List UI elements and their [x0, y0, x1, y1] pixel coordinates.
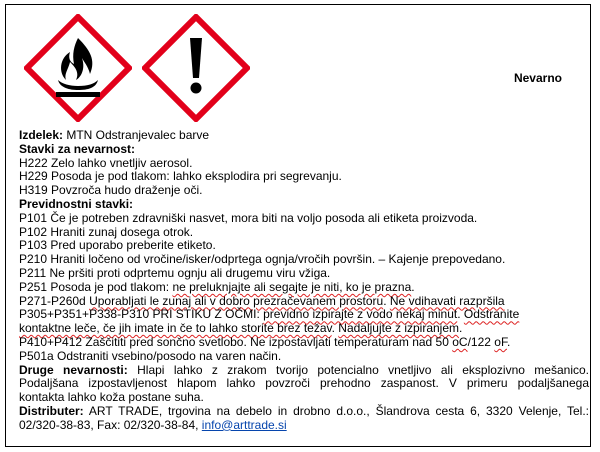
other-text: Hlapi lahko z zrakom tvorijo potencialno vnetljivo ali eksplozivno mešanico.: [127, 362, 590, 377]
p305-sep2: .: [331, 321, 339, 336]
other-label: Druge nevarnosti:: [19, 362, 128, 377]
precaution-p305-cont: [19, 322, 589, 336]
hazard-h222: H222 Zelo lahko vnetljiv aerosol.: [19, 155, 193, 170]
p305-text2: Odstranite: [463, 307, 520, 322]
p305-end: .: [459, 321, 463, 336]
product-line: [19, 129, 589, 143]
p271-code: P271-P260d: [19, 293, 90, 308]
p251-end: .: [411, 279, 415, 294]
email-link[interactable]: info@arttrade.si: [201, 417, 287, 432]
precaution-p103: P103 Pred uporabo preberite etiketo.: [19, 238, 216, 253]
distributor-label: Distributer:: [19, 403, 84, 418]
p305-code: P305+P351+P338-P310 PRI STIKU Z OČMI:: [19, 307, 264, 322]
signal-word: Nevarno: [513, 71, 562, 85]
p305-text4: Nadaljujte z izpiranjem: [338, 321, 460, 336]
precaution-p410: [19, 336, 589, 350]
other-hazards-2: Podaljšana izpostavljenost hlapom lahko povzroči prehodno zaspanost. V primeru podaljšanega: [19, 376, 589, 391]
hazard-h319: H319 Povzroča hudo draženje oči.: [19, 183, 203, 198]
precaution-p102: P102 Hraniti zunaj dosega otrok.: [19, 224, 194, 239]
p271-text2: Ne vdihavati razpršila: [389, 293, 505, 308]
p410-fahrenheit: oF: [494, 334, 507, 349]
p271-text: Uporabljati le zunaj ali v dobro prezračevanem prostoru: [89, 293, 384, 308]
precaution-p501: P501a Odstraniti vsebino/posodo na varen način.: [19, 348, 282, 363]
product-label: Izdelek:: [19, 128, 64, 142]
precaution-p101: P101 Če je potreben zdravniški nasvet, mora biti na voljo posoda ali etiketa proizvoda.: [19, 210, 478, 225]
distributor-text: ART TRADE, trgovina na debelo in drobno d.o.o., Šlandrova cesta 6, 3320 Velenje, Tel.:: [83, 403, 589, 418]
p305-text: previdno izpirajte z vodo nekaj minut: [263, 307, 458, 322]
p251-code: P251 Posoda je pod tlakom:: [19, 279, 173, 294]
p305-text3: kontaktne leče, če jih imate in če to lahko storite brez težav: [19, 321, 332, 336]
exclamation-pictogram: [142, 14, 250, 122]
other-hazards-3: kontakta lahko koža postane suha.: [19, 390, 204, 405]
label-frame: [5, 4, 591, 447]
hazard-heading: Stavki za nevarnost:: [19, 141, 136, 156]
precaution-p210: P210 Hraniti ločeno od vročine/isker/odprtega ognja/vročih površin. – Kajenje prepovedano.: [19, 252, 506, 267]
precaution-p211: P211 Ne pršiti proti odprtemu ognju ali drugemu viru vžiga.: [19, 265, 331, 280]
hazard-h229: H229 Posoda je pod tlakom: lahko eksplodira pri segrevanju.: [19, 169, 342, 184]
p410-celsius: oC: [452, 334, 468, 349]
precaution-p305: [19, 308, 589, 322]
label-text: [19, 129, 589, 433]
other-hazards: [19, 364, 589, 378]
distributor: [19, 405, 589, 419]
precaution-p251: [19, 281, 589, 295]
precaution-heading: Previdnostni stavki:: [19, 196, 134, 211]
flammable-pictogram: [24, 14, 132, 122]
p251-text: ne preluknjajte ali segajte je niti, ko je prazna: [172, 279, 412, 294]
distributor-contact: [19, 419, 589, 433]
p410-text: P410+P412 Zaščititi pred sončno svetlobo. Ne izpostavljati temperaturam nad 50: [19, 334, 453, 349]
p305-sep: .: [457, 307, 464, 322]
p271-sep: .: [383, 293, 390, 308]
p410-sep: /122: [467, 334, 495, 349]
product-value: MTN Odstranjevalec barve: [63, 128, 210, 142]
p410-end: .: [506, 334, 511, 349]
distributor-phone: 02/320-38-83, Fax: 02/320-38-84,: [19, 417, 202, 432]
